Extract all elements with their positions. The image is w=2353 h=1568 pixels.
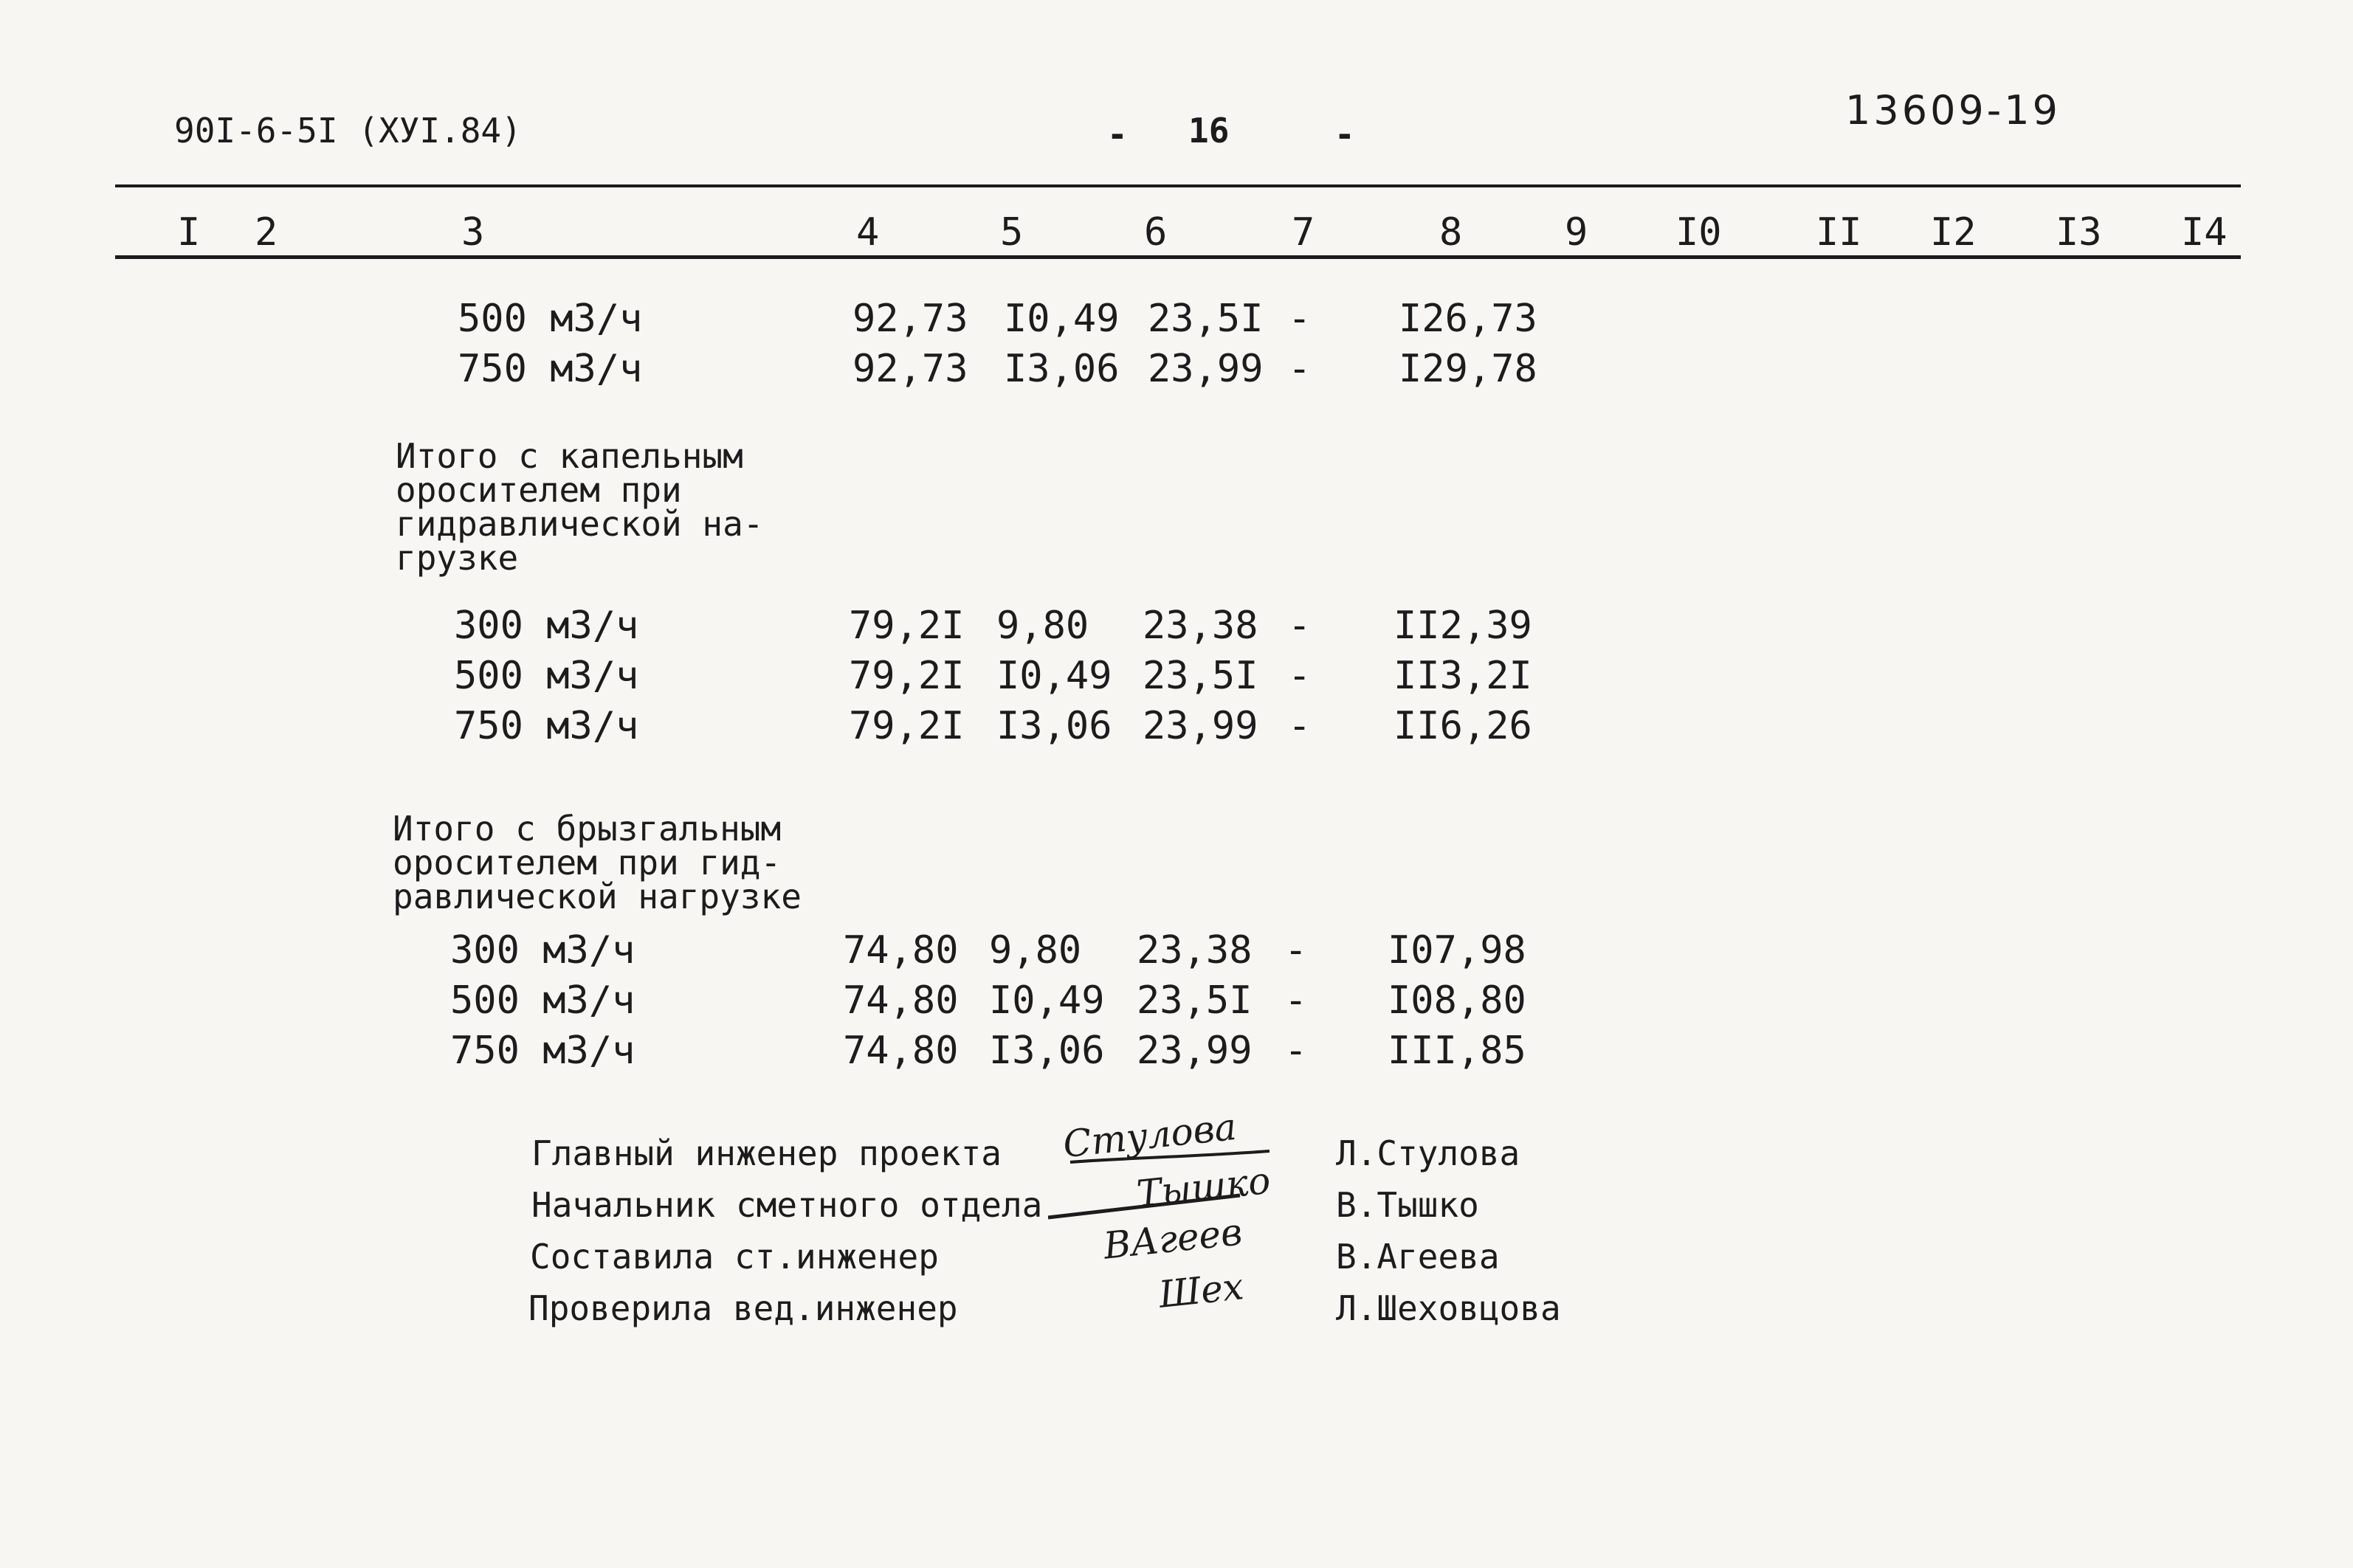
row-label: 300 м3/ч bbox=[454, 604, 639, 648]
row-label: 750 м3/ч bbox=[458, 347, 643, 391]
cell-col7: - bbox=[1288, 347, 1312, 391]
cell-col6: 23,38 bbox=[1143, 604, 1258, 648]
cell-col5: I0,49 bbox=[996, 654, 1112, 698]
cell-col5: 9,80 bbox=[996, 604, 1089, 648]
signature-role: Главный инженер проекта bbox=[531, 1133, 1002, 1173]
handwritten-signature: ВАгеев bbox=[1101, 1210, 1244, 1268]
cell-col6: 23,99 bbox=[1143, 704, 1258, 748]
section-heading-line: оросителем при bbox=[396, 470, 682, 510]
cell-col7: - bbox=[1284, 928, 1308, 973]
cell-col4: 79,2I bbox=[849, 604, 965, 648]
signature-name: В.Агеева bbox=[1336, 1237, 1500, 1277]
row-label: 750 м3/ч bbox=[454, 704, 639, 748]
cell-col8: II2,39 bbox=[1393, 604, 1532, 648]
row-label: 500 м3/ч bbox=[458, 297, 643, 341]
cell-col4: 74,80 bbox=[843, 928, 959, 973]
section-heading-line: равлической нагрузке bbox=[393, 877, 802, 916]
cell-col4: 79,2I bbox=[849, 704, 965, 748]
cell-col8: I26,73 bbox=[1399, 297, 1537, 341]
section-heading-line: оросителем при гид- bbox=[393, 843, 782, 883]
cell-col5: 9,80 bbox=[989, 928, 1082, 973]
column-number: I3 bbox=[2056, 210, 2102, 255]
cell-col5: I3,06 bbox=[996, 704, 1112, 748]
cell-col6: 23,38 bbox=[1137, 928, 1253, 973]
cell-col7: - bbox=[1288, 604, 1312, 648]
column-number: 6 bbox=[1144, 210, 1168, 255]
signature-role: Начальник сметного отдела bbox=[531, 1185, 1043, 1225]
cell-col8: I08,80 bbox=[1388, 978, 1526, 1023]
column-number: 9 bbox=[1565, 210, 1588, 255]
doc-code: 90I-6-5I (XУI.84) bbox=[174, 111, 522, 151]
signature-role: Составила ст.инженер bbox=[530, 1237, 939, 1277]
column-number: II bbox=[1816, 210, 1862, 255]
handwritten-signature: Тышко bbox=[1134, 1158, 1272, 1216]
cell-col4: 92,73 bbox=[852, 297, 968, 341]
cell-col8: II6,26 bbox=[1393, 704, 1532, 748]
page-dash-right: - bbox=[1334, 114, 1355, 154]
column-number: I2 bbox=[1930, 210, 1977, 255]
cell-col4: 74,80 bbox=[843, 1029, 959, 1073]
column-number: I bbox=[177, 210, 201, 255]
cell-col7: - bbox=[1288, 704, 1312, 748]
section-heading-line: гидравлической на- bbox=[396, 504, 764, 544]
column-number: 3 bbox=[461, 210, 485, 255]
page-dash-left: - bbox=[1107, 114, 1128, 154]
cell-col7: - bbox=[1288, 654, 1312, 698]
cell-col4: 74,80 bbox=[843, 978, 959, 1023]
row-label: 300 м3/ч bbox=[450, 928, 635, 973]
signature-name: В.Тышко bbox=[1336, 1185, 1479, 1225]
signature-name: Л.Шеховцова bbox=[1336, 1288, 1561, 1328]
handwritten-signature: Шех bbox=[1157, 1265, 1246, 1316]
row-label: 500 м3/ч bbox=[450, 978, 635, 1023]
cell-col6: 23,5I bbox=[1148, 297, 1264, 341]
cell-col5: I3,06 bbox=[1004, 347, 1120, 391]
row-label: 500 м3/ч bbox=[454, 654, 639, 698]
column-number: 8 bbox=[1439, 210, 1463, 255]
section-heading-line: Итого с капельным bbox=[396, 436, 743, 476]
cell-col6: 23,5I bbox=[1137, 978, 1253, 1023]
column-number: 7 bbox=[1292, 210, 1315, 255]
cell-col7: - bbox=[1284, 1029, 1308, 1073]
cell-col4: 79,2I bbox=[849, 654, 965, 698]
cell-col5: I0,49 bbox=[1004, 297, 1120, 341]
column-number: 5 bbox=[1000, 210, 1024, 255]
cell-col8: I07,98 bbox=[1388, 928, 1526, 973]
signature-strokes bbox=[1048, 1122, 1299, 1313]
cell-col8: III,85 bbox=[1388, 1029, 1526, 1073]
cell-col7: - bbox=[1288, 297, 1312, 341]
cell-col6: 23,5I bbox=[1143, 654, 1258, 698]
section-heading-line: Итого с брызгальным bbox=[393, 809, 782, 849]
cell-col4: 92,73 bbox=[852, 347, 968, 391]
column-number: I0 bbox=[1675, 210, 1722, 255]
signature-name: Л.Стулова bbox=[1336, 1133, 1520, 1173]
column-number: I4 bbox=[2181, 210, 2228, 255]
header-rule-bottom bbox=[115, 255, 2241, 259]
cell-col5: I3,06 bbox=[989, 1029, 1105, 1073]
cell-col5: I0,49 bbox=[989, 978, 1105, 1023]
archive-number: 13609-19 bbox=[1845, 87, 2061, 134]
cell-col7: - bbox=[1284, 978, 1308, 1023]
section-heading-line: грузке bbox=[396, 538, 519, 578]
page-number: 16 bbox=[1188, 111, 1230, 151]
column-number: 2 bbox=[255, 210, 278, 255]
cell-col6: 23,99 bbox=[1137, 1029, 1253, 1073]
cell-col8: II3,2I bbox=[1393, 654, 1532, 698]
handwritten-signature: Стулова bbox=[1061, 1105, 1238, 1167]
row-label: 750 м3/ч bbox=[450, 1029, 635, 1073]
header-rule-top bbox=[115, 184, 2241, 187]
signature-role: Проверила вед.инженер bbox=[528, 1288, 958, 1328]
cell-col8: I29,78 bbox=[1399, 347, 1537, 391]
cell-col6: 23,99 bbox=[1148, 347, 1264, 391]
column-number: 4 bbox=[856, 210, 880, 255]
